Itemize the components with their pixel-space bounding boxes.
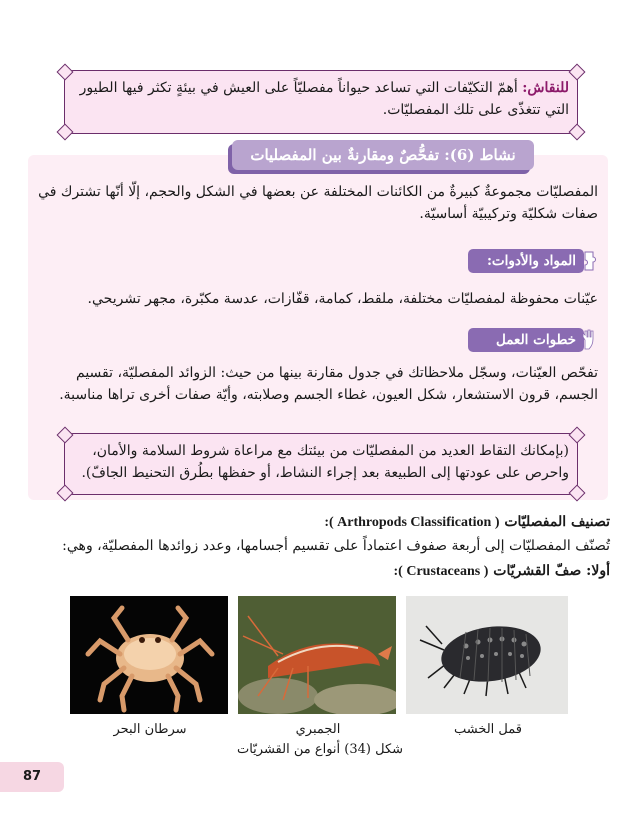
steps-text: تفحّص العيّنات، وسجّل ملاحظاتك في جدول مقارنة بينها من حيث: الزوائد المفصليّة، تقسيم الجسم، قرون الاستشعار، شكل العيون، غطاء الجسم وصلابته، وأيّة صفات أخرى تراها مناسبة. <box>59 365 598 403</box>
woodlouse-caption: قمل الخشب <box>453 722 523 737</box>
classification-heading-ar: تصنيف المفصليّات <box>504 514 610 530</box>
puzzle-icon <box>580 250 598 272</box>
woodlouse-photo <box>406 596 568 714</box>
materials-label: المواد والأدوات: <box>486 253 576 269</box>
activity-intro: المفصليّات مجموعةٌ كبيرةٌ من الكائنات المختلفة عن بعضها في الشكل والحجم، إلّا أنّها تشترك في صفات شكليّة وتركيبيّة أساسيّة. <box>38 184 598 222</box>
crustaceans-heading-en: ( Crustaceans ): <box>393 564 489 579</box>
steps-label-tag <box>468 328 584 352</box>
hand-icon <box>580 329 598 351</box>
activity-title: نشاط (6): تفحُّصٌ ومقارنةٌ بين المفصليات <box>232 140 534 170</box>
figure-title: شكل (34) أنواع من القشريّات <box>236 742 404 757</box>
discussion-box <box>64 70 578 134</box>
classification-heading-en: ( Arthropods Classification ): <box>324 515 500 530</box>
steps-label: خطوات العمل <box>496 332 576 348</box>
discussion-body: أهمّ التكيّفات التي تساعد حيواناً مفصليّاً على العيش في بيئةٍ تكثر فيها الطيور التي تتغذّى على تلك المفصليّات. <box>79 80 569 118</box>
safety-note-text: (بإمكانك التقاط العديد من المفصليّات من بيئتك مع مراعاة شروط السلامة والأمان، واحرص على عودتها إلى الطبيعة بعد إجراء النشاط، أو حفظها بطُرق التحنيط الجافّ). <box>81 443 569 481</box>
discussion-label: للنقاش: <box>522 80 569 96</box>
materials-text: عيّنات محفوظة لمفصليّات مختلفة، ملقط، كمامة، قفّازات، عدسة مكبّرة، مجهر تشريحي. <box>87 291 598 307</box>
crustaceans-heading <box>30 560 610 583</box>
crab-photo <box>70 596 228 714</box>
classification-heading <box>30 511 610 534</box>
crustaceans-heading-ar: أولا: صفّ القشريّات <box>493 563 610 579</box>
crab-caption: سرطان البحر <box>113 722 187 737</box>
discussion-text <box>73 77 569 121</box>
classification-text: تُصنّف المفصليّات إلى أربعة صفوف اعتماداً على تقسيم أجسامها، وعدد زوائدها المفصليّة، وهي: <box>62 538 610 554</box>
shrimp-photo <box>238 596 396 714</box>
safety-note-box <box>64 433 578 495</box>
materials-label-tag <box>468 249 584 273</box>
shrimp-caption: الجمبري <box>295 722 341 737</box>
page-number: 87 <box>0 762 64 792</box>
